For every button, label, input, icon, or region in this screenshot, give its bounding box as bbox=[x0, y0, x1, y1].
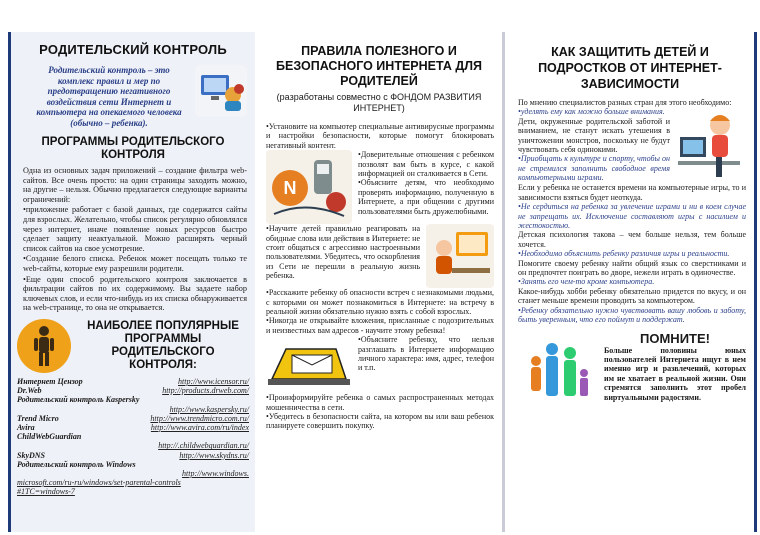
top-margin bbox=[0, 0, 760, 30]
intro-text: Родительский контроль – это комплекс правил и мер по предотвращению негативного воздействия сети Интернет и компьютера на опекаемого человека (обычно – ребенка). bbox=[36, 65, 182, 128]
rules-bullet-3: • Объясните детям, что необходимо проверять информацию, полученную в Интернете, а при общении с другими пользователями быть дружелюбными. bbox=[358, 178, 494, 216]
addiction-text-2: Если у ребенка не останется времени на компьютерные игры, то и зависимости взяться будет неоткуда. bbox=[518, 183, 746, 202]
column-parental-control bbox=[8, 32, 255, 532]
link-row: SkyDNS http://www.skydns.ru/ bbox=[17, 450, 249, 460]
programs-bullet-1: • приложение работает с базой данных, где содержатся сайты для взрослых. Желательно, чтобы список регулярно обновлялся через интернет, иначе появление новых ресурсов быстро сделает защиту неактуальной. Можно расширять черный список сайтов на свое усмотрение. bbox=[23, 205, 247, 253]
rules-bullet-2: • Доверительные отношения с ребенком позволят вам быть в курсе, с какой информацией он сталкивается в Сети. bbox=[358, 150, 494, 178]
addiction-tip-3: • Не сердиться на ребенка за увлечение играми и ни в коем случае не запрещать их. Исключение составляют игры с насилием и жестокостью. bbox=[518, 202, 746, 230]
link-row: Родительский контроль Kaspersky bbox=[17, 395, 140, 405]
rules-bullet-4: • Научите детей правильно реагировать на обидные слова или действия в Интернете: не стоит общаться с агрессивно настроенными пользователями. Убедитесь, что оскорбления из Сети не перешли в реальную жизнь ребенка. bbox=[266, 224, 420, 280]
link-row bbox=[17, 478, 249, 487]
link-row: Trend Micro http://www.trendmicro.com.ru/ bbox=[17, 413, 249, 423]
programs-title: ПРОГРАММЫ РОДИТЕЛЬСКОГО КОНТРОЛЯ bbox=[41, 136, 225, 161]
link-row: Родительский контроль Windows bbox=[17, 459, 136, 469]
rules-subtitle: (разработаны совместно с ФОНДОМ РАЗВИТИЯ ИНТЕРНЕТ) bbox=[276, 92, 482, 113]
popular-programs-header bbox=[17, 319, 249, 373]
popular-programs-title: НАИБОЛЕЕ ПОПУЛЯРНЫЕ ПРОГРАММЫ РОДИТЕЛЬСКОГО КОНТРОЛЯ: bbox=[87, 319, 239, 371]
addiction-tip-6: • Ребенку обязательно нужно чувствовать вашу любовь и заботу, быть уверенным, что его поймут и поддержат. bbox=[518, 306, 746, 325]
addiction-tip-1: • уделять ему как можно больше внимания. bbox=[518, 107, 670, 116]
rules-bullet-7: • Объясните ребенку, что нельзя разглашать в Интернете информацию личного характера: имя, адрес, телефон и т.п. bbox=[358, 335, 494, 373]
rules-row-3 bbox=[266, 335, 494, 393]
rules-bullet-1: • Установите на компьютер специальные антивирусные программы и настройки безопасности, которые помогут блокировать негативный контент. bbox=[266, 122, 494, 150]
program-link[interactable]: http://.childwebguardian.ru/ bbox=[158, 441, 249, 451]
laptop-letter-icon bbox=[266, 335, 352, 393]
parental-control-icon bbox=[195, 65, 247, 117]
child-computer-icon bbox=[426, 224, 494, 288]
program-link[interactable]: microsoft.com/ru-ru/windows/set-parental-controls bbox=[17, 478, 181, 488]
link-row bbox=[17, 469, 249, 478]
link-row: Dr.Web http://products.drweb.com/ bbox=[17, 386, 249, 396]
programs-paragraph: Одна из основных задач приложений – создание фильтра web-сайтов. Все очень просто: на один страницы заходить можно, на другие – нельзя. Обычно предлагается следующие варианты ограничений: bbox=[23, 166, 247, 204]
network-icon bbox=[266, 150, 352, 224]
section-title-addiction: КАК ЗАЩИТИТЬ ДЕТЕЙ И ПОДРОСТКОВ ОТ ИНТЕРНЕТ-ЗАВИСИМОСТИ bbox=[538, 45, 722, 91]
section-title-parental-control: РОДИТЕЛЬСКИЙ КОНТРОЛЬ bbox=[39, 42, 227, 57]
link-row bbox=[17, 441, 249, 450]
rules-row-1 bbox=[266, 150, 494, 224]
remember-text: Больше половины юных пользователей Интернета ищут в нем именно игр и развлечений, которых им не хватает в реальной жизни. Они стремятся заполнить этот пробел виртуальными радостями. bbox=[604, 345, 746, 402]
rules-bullet-9: • Убедитесь в безопасности сайта, на котором вы или ваш ребенок планируете совершить покупку. bbox=[266, 412, 494, 431]
program-link[interactable]: http://www.icensor.ru/ bbox=[178, 376, 249, 386]
rules-row-2 bbox=[266, 224, 494, 288]
link-row: Интернет Цензор http://www.icensor.ru/ bbox=[17, 376, 249, 386]
addiction-text-5: Какое-нибудь хобби ребенку обязательно придется по вкусу, и он станет меньше времени проводить за компьютером. bbox=[518, 286, 746, 306]
program-links-list bbox=[17, 377, 249, 497]
addiction-row-1 bbox=[518, 107, 746, 183]
link-row bbox=[17, 487, 249, 496]
program-link[interactable]: http://www.avira.com/ru/index bbox=[150, 422, 249, 432]
link-row bbox=[17, 405, 249, 414]
column-internet-rules bbox=[256, 32, 502, 532]
rules-bullet-5: • Расскажите ребенку об опасности встреч с незнакомыми людьми, с которыми он может познакомиться в Интернете: на встречу в реальной жизни обязательно нужно взять с собой взрослых. bbox=[266, 288, 494, 316]
program-link[interactable]: #1TC=windows-7 bbox=[17, 487, 75, 497]
link-row: ChildWebGuardian bbox=[17, 432, 82, 442]
addiction-text-1: Дети, окруженные родительской заботой и вниманием, не станут искать утешения в уничтожении монстров, поскольку не будут чувствовать себя одинокими. bbox=[518, 116, 670, 155]
program-link[interactable]: http://products.drweb.com/ bbox=[162, 386, 249, 396]
rules-bullet-8: • Проинформируйте ребенка о самых распространенных методах мошенничества в сети. bbox=[266, 393, 494, 412]
program-link[interactable]: http://www.windows. bbox=[182, 468, 249, 478]
rules-bullet-6: • Никогда не открывайте вложения, присланные с подозрительных и неизвестных вам адресов - научите этому ребенка! bbox=[266, 316, 494, 335]
program-link[interactable]: http://www.trendmicro.com.ru/ bbox=[150, 413, 249, 423]
addiction-tip-4: • Необходимо объяснить ребенку различия игры и реальности. bbox=[518, 249, 746, 258]
program-link[interactable]: http://www.skydns.ru/ bbox=[179, 450, 249, 460]
intro-block bbox=[29, 65, 247, 128]
boy-computer-icon bbox=[676, 107, 746, 183]
program-link[interactable]: http://www.kaspersky.ru/ bbox=[169, 404, 249, 414]
addiction-intro: По мнению специалистов разных стран для этого необходимо: bbox=[518, 98, 732, 107]
remember-block bbox=[518, 329, 746, 411]
addiction-tip-5: • Занять его чем-то кроме компьютера. bbox=[518, 277, 746, 286]
addiction-text-4: Помогите своему ребенку найти общий язык со сверстниками и он предпочтет поиграть во дворе, нежели играть в одиночестве. bbox=[518, 258, 746, 278]
programs-bullet-2: • Создание белого списка. Ребенок может посещать только те web-сайты, которые ему разрешили родители. bbox=[23, 254, 247, 273]
addiction-tip-2: • Приобщать к культуре и спорту, чтобы он не стремился заполнить свободное время компьютерными играми. bbox=[518, 154, 670, 182]
link-row: Avira http://www.avira.com/ru/index bbox=[17, 422, 249, 432]
family-icon bbox=[518, 329, 598, 411]
section-title-rules: ПРАВИЛА ПОЛЕЗНОГО И БЕЗОПАСНОГО ИНТЕРНЕТА ДЛЯ РОДИТЕЛЕЙ bbox=[276, 44, 482, 88]
addiction-text-3: Детская психология такова – чем больше нельзя, тем больше хочется. bbox=[518, 230, 746, 249]
remember-title: ПОМНИТЕ! bbox=[640, 330, 710, 346]
svg-text:N: N bbox=[283, 178, 297, 199]
column-internet-addiction bbox=[506, 32, 757, 532]
column-divider bbox=[502, 32, 505, 532]
person-icon bbox=[17, 319, 71, 373]
programs-bullet-3: • Еще один способ родительского контроля заключается в фильтрации сайтов по их содержимому. Вы задаете набор ключевых слов, и если что-нибудь из их списка обнаруживается на web-странице, то она не открывается. bbox=[23, 275, 247, 313]
